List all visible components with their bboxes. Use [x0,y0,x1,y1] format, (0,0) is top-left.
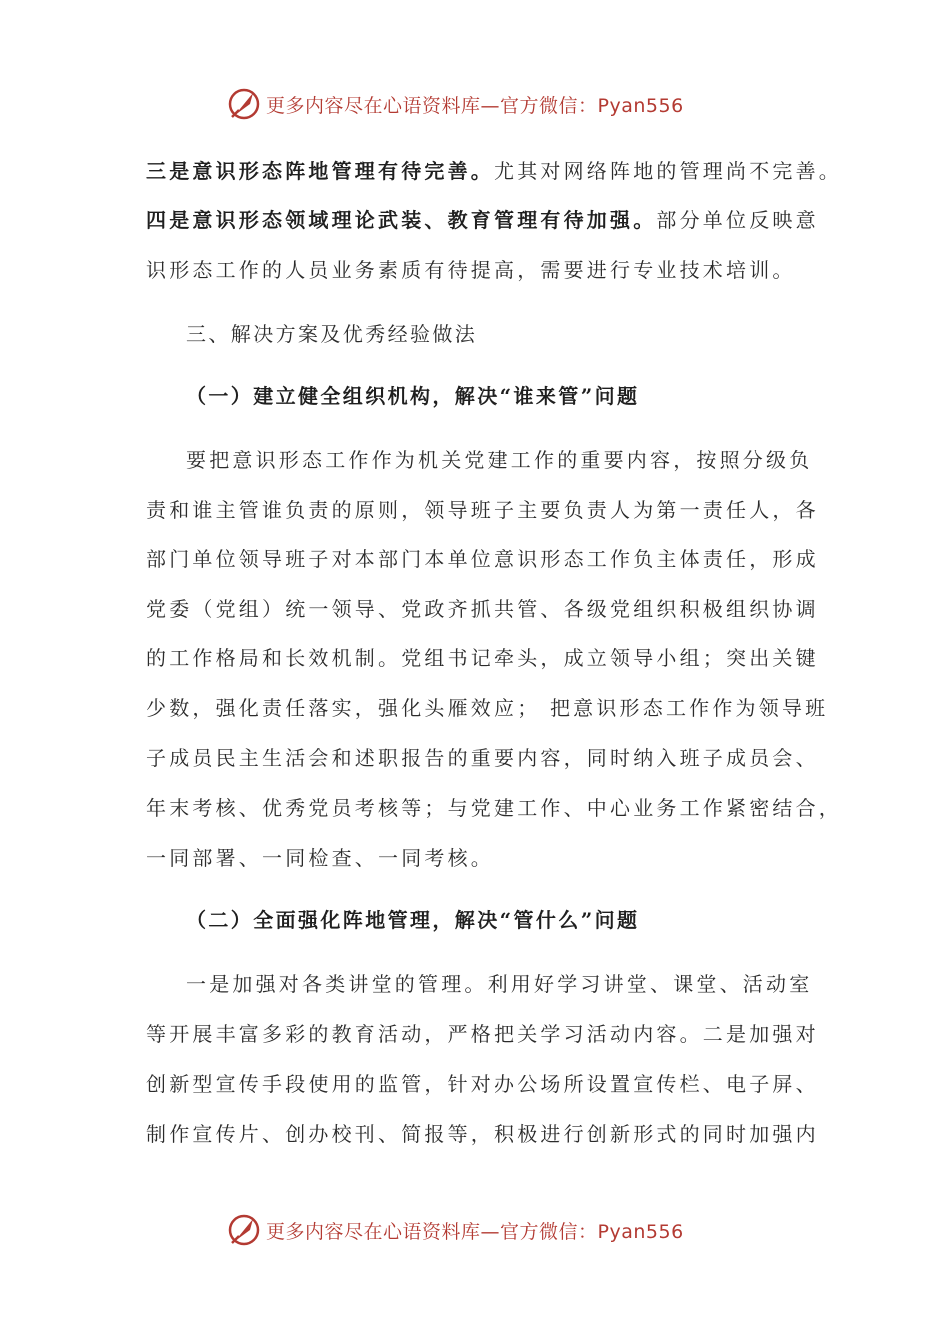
bold-lead: 三是意识形态阵地管理有待完善。 [146,159,494,183]
para1-line: 部门单位领导班子对本部门本单位意识形态工作负主体责任，形成 [146,547,819,571]
text-line-3 [146,257,796,283]
line-text: 尤其对网络阵地的管理尚不完善。 [494,159,842,183]
banner-text: 更多内容尽在心语资料库—官方微信：Pyan556 [266,94,684,117]
banner-text: 更多内容尽在心语资料库—官方微信：Pyan556 [266,1220,684,1243]
para1-line: 责和谁主管谁负责的原则，领导班子主要负责人为第一责任人，各 [146,498,819,522]
quill-logo-icon [226,86,262,122]
text-line-1 [146,158,842,184]
para2-line: 等开展丰富多彩的教育活动，严格把关学习活动内容。二是加强对 [146,1022,819,1046]
para1-line: 子成员民主生活会和述职报告的重要内容，同时纳入班子成员会、 [146,746,819,770]
header-watermark-banner [226,84,746,124]
quill-logo-icon [226,1212,262,1248]
para1-line: 的工作格局和长效机制。党组书记牵头，成立领导小组；突出关键 [146,646,819,670]
para2-line: 制作宣传片、创办校刊、简报等，积极进行创新形式的同时加强内 [146,1122,819,1146]
para1-line: 少数，强化责任落实，强化头雁效应； 把意识形态工作作为领导班 [146,696,829,720]
line-text: 部分单位反映意 [656,208,819,232]
bold-lead: 四是意识形态领域理论武装、教育管理有待加强。 [146,208,657,232]
para1-line: 年末考核、优秀党员考核等；与党建工作、中心业务工作紧密结合， [146,796,842,820]
para1-line: 要把意识形态工作作为机关党建工作的重要内容，按照分级负 [186,448,813,472]
subsection-2-title: （二）全面强化阵地管理，解决“管什么”问题 [186,908,640,932]
text-line-2 [146,207,819,233]
para2-line: 创新型宣传手段使用的监管，针对办公场所设置宣传栏、电子屏、 [146,1072,819,1096]
para2-line: 一是加强对各类讲堂的管理。利用好学习讲堂、课堂、活动室 [186,972,813,996]
line-text: 识形态工作的人员业务素质有待提高，需要进行专业技术培训。 [146,258,796,282]
section-3-title: 三、解决方案及优秀经验做法 [186,322,478,346]
para1-line: 一同部署、一同检查、一同考核。 [146,846,494,870]
footer-watermark-banner [226,1210,746,1250]
subsection-1-title: （一）建立健全组织机构，解决“谁来管”问题 [186,384,640,408]
para1-line: 党委（党组）统一领导、党政齐抓共管、各级党组织积极组织协调 [146,597,819,621]
